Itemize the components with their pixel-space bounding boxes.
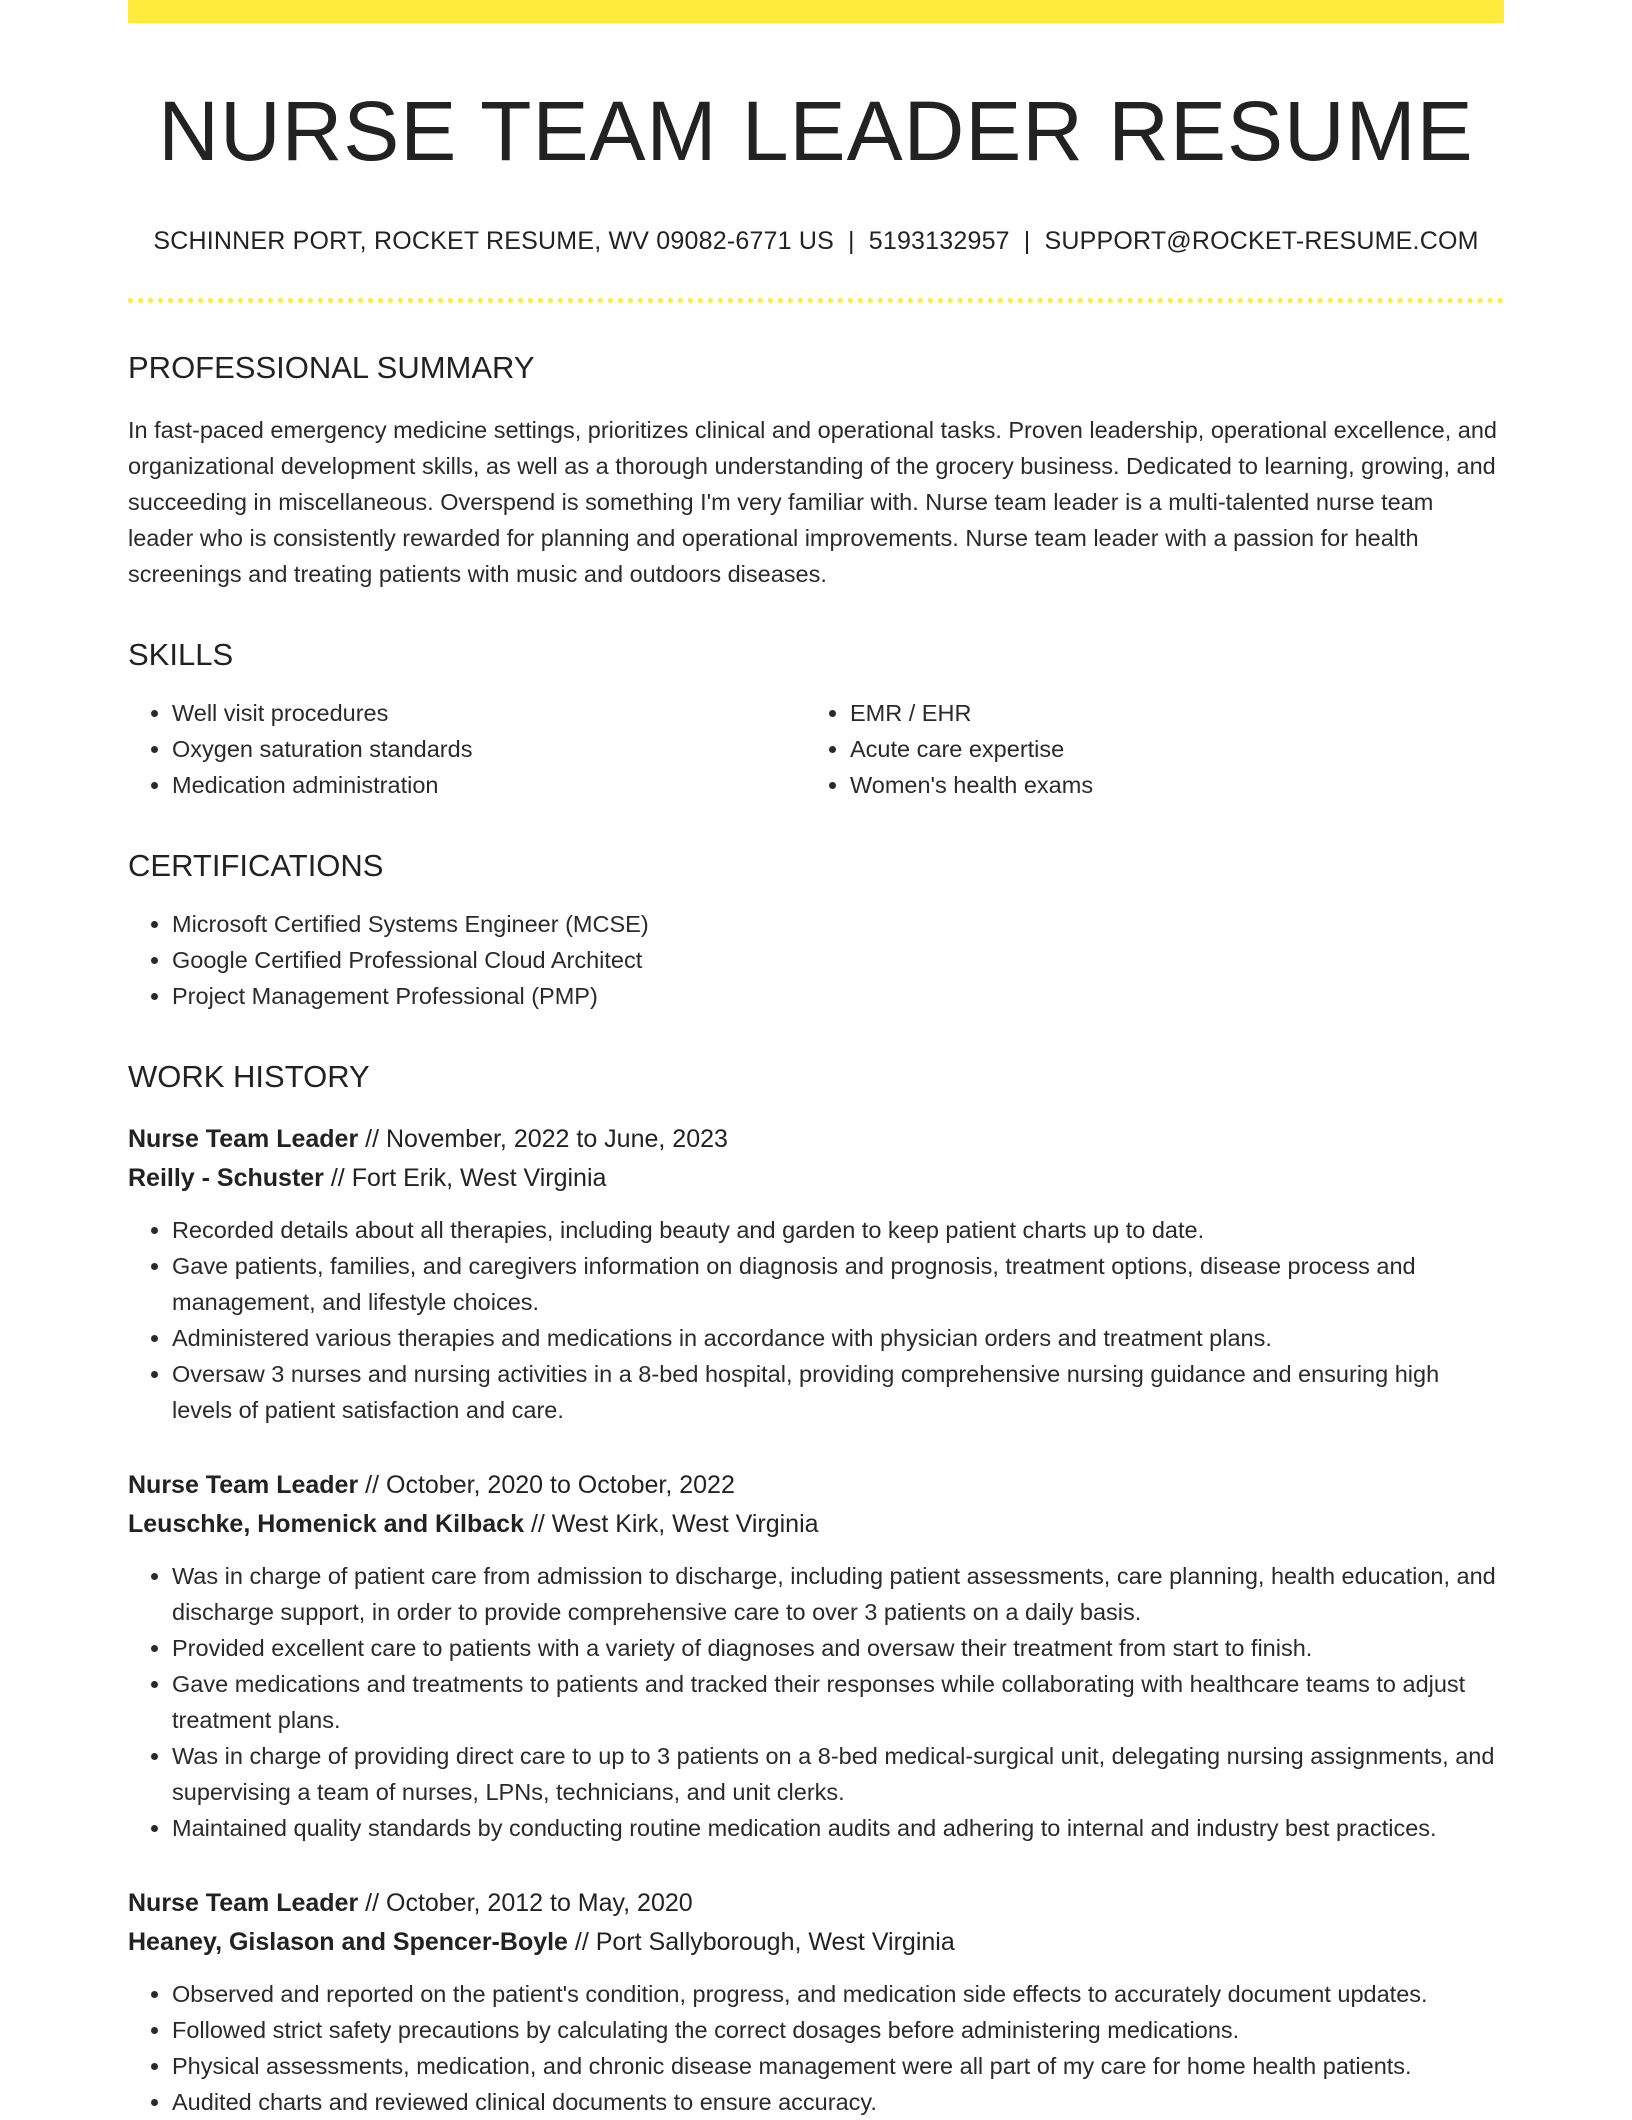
job-bullet: • Oversaw 3 nurses and nursing activities in a 8-bed hospital, providing comprehensive nursing guidance and ensuring high levels of patient satisfaction and care. (172, 1356, 1504, 1428)
contact-separator: | (1023, 227, 1031, 256)
skill-item: • Women's health exams (850, 767, 1484, 803)
job-company: Leuschke, Homenick and Kilback (128, 1509, 524, 1538)
resume-title: NURSE TEAM LEADER RESUME (158, 84, 1474, 178)
job-bullet: • Administered various therapies and medications in accordance with physician orders and treatment plans. (172, 1320, 1504, 1356)
job-title-line (128, 1466, 1504, 1505)
certifications-heading: CERTIFICATIONS (128, 848, 384, 884)
job-bullet: • Observed and reported on the patient's condition, progress, and medication side effects to accurately document updates. (172, 1976, 1504, 2012)
contact-line (128, 225, 1504, 258)
skills-heading: SKILLS (128, 637, 234, 673)
skill-item: • Oxygen saturation standards (172, 731, 806, 767)
job-bullet: • Was in charge of patient care from admission to discharge, including patient assessments, care planning, health education, and discharge support, in order to provide comprehensive care to over 3 patients on a daily basis. (172, 1558, 1504, 1630)
job-title-line (128, 1120, 1504, 1159)
certification-item: • Microsoft Certified Systems Engineer (MCSE) (172, 906, 1504, 942)
job-location: // Port Sallyborough, West Virginia (574, 1927, 955, 1956)
accent-top-bar (128, 0, 1504, 23)
job-title: Nurse Team Leader (128, 1888, 359, 1917)
job-bullet: • Provided excellent care to patients with a variety of diagnoses and oversaw their treatment from start to finish. (172, 1630, 1504, 1666)
job-bullets (128, 1212, 1504, 1428)
job-bullet: • Was in charge of providing direct care to up to 3 patients on a 8-bed medical-surgical unit, delegating nursing assignments, and supervising a team of nurses, LPNs, technicians, and unit clerks. (172, 1738, 1504, 1810)
skill-item: • EMR / EHR (850, 695, 1484, 731)
job-company-line (128, 1923, 1504, 1962)
certifications-list (128, 906, 1504, 1014)
job-company-line (128, 1159, 1504, 1198)
work-history-heading: WORK HISTORY (128, 1059, 370, 1095)
skill-item: • Well visit procedures (172, 695, 806, 731)
summary-text: In fast-paced emergency medicine settings, prioritizes clinical and operational tasks. Proven leadership, operational excellence, and organizational development skills, as well as a thorough understanding of the grocery business. Dedicated to learning, growing, and succeeding in miscellaneous. Overspend is something I'm very familiar with. Nurse team leader is a multi-talented nurse team leader who is consistently rewarded for planning and operational improvements. Nurse team leader with a passion for health screenings and treating patients with music and outdoors diseases. (128, 417, 1497, 588)
job-dates: // October, 2020 to October, 2022 (365, 1470, 735, 1499)
skill-item: • Medication administration (172, 767, 806, 803)
certification-item: • Project Management Professional (PMP) (172, 978, 1504, 1014)
job-entry (128, 1884, 1504, 2120)
contact-phone: 5193132957 (868, 227, 1010, 256)
job-bullet: • Maintained quality standards by conducting routine medication audits and adhering to internal and industry best practices. (172, 1810, 1504, 1846)
job-title-line (128, 1884, 1504, 1923)
job-bullets (128, 1976, 1504, 2120)
summary-heading: PROFESSIONAL SUMMARY (128, 349, 535, 385)
certification-item: • Google Certified Professional Cloud Architect (172, 942, 1504, 978)
job-title: Nurse Team Leader (128, 1124, 359, 1153)
contact-email: SUPPORT@ROCKET-RESUME.COM (1044, 227, 1479, 256)
contact-address: SCHINNER PORT, ROCKET RESUME, WV 09082-6771 US (153, 227, 835, 256)
skills-list-right (806, 695, 1484, 803)
job-bullet: • Gave medications and treatments to patients and tracked their responses while collaborating with healthcare teams to adjust treatment plans. (172, 1666, 1504, 1738)
job-title: Nurse Team Leader (128, 1470, 359, 1499)
job-dates: // October, 2012 to May, 2020 (365, 1888, 693, 1917)
skill-item: • Acute care expertise (850, 731, 1484, 767)
job-location: // West Kirk, West Virginia (530, 1509, 819, 1538)
skills-columns (128, 695, 1504, 803)
job-company: Heaney, Gislason and Spencer-Boyle (128, 1927, 568, 1956)
job-bullet: • Followed strict safety precautions by calculating the correct dosages before administering medications. (172, 2012, 1504, 2048)
skills-list-left (128, 695, 806, 803)
job-company-line (128, 1505, 1504, 1544)
job-entry (128, 1120, 1504, 1428)
contact-separator: | (848, 227, 855, 256)
job-bullet: • Audited charts and reviewed clinical documents to ensure accuracy. (172, 2084, 1504, 2120)
dotted-divider (128, 298, 1504, 303)
job-bullets (128, 1558, 1504, 1846)
resume-page (128, 0, 1504, 2120)
job-bullet: • Physical assessments, medication, and chronic disease management were all part of my care for home health patients. (172, 2048, 1504, 2084)
job-location: // Fort Erik, West Virginia (330, 1163, 607, 1192)
job-entry (128, 1466, 1504, 1846)
job-dates: // November, 2022 to June, 2023 (365, 1124, 728, 1153)
job-bullet: • Recorded details about all therapies, including beauty and garden to keep patient charts up to date. (172, 1212, 1504, 1248)
job-company: Reilly - Schuster (128, 1163, 324, 1192)
job-bullet: • Gave patients, families, and caregivers information on diagnosis and prognosis, treatment options, disease process and management, and lifestyle choices. (172, 1248, 1504, 1320)
